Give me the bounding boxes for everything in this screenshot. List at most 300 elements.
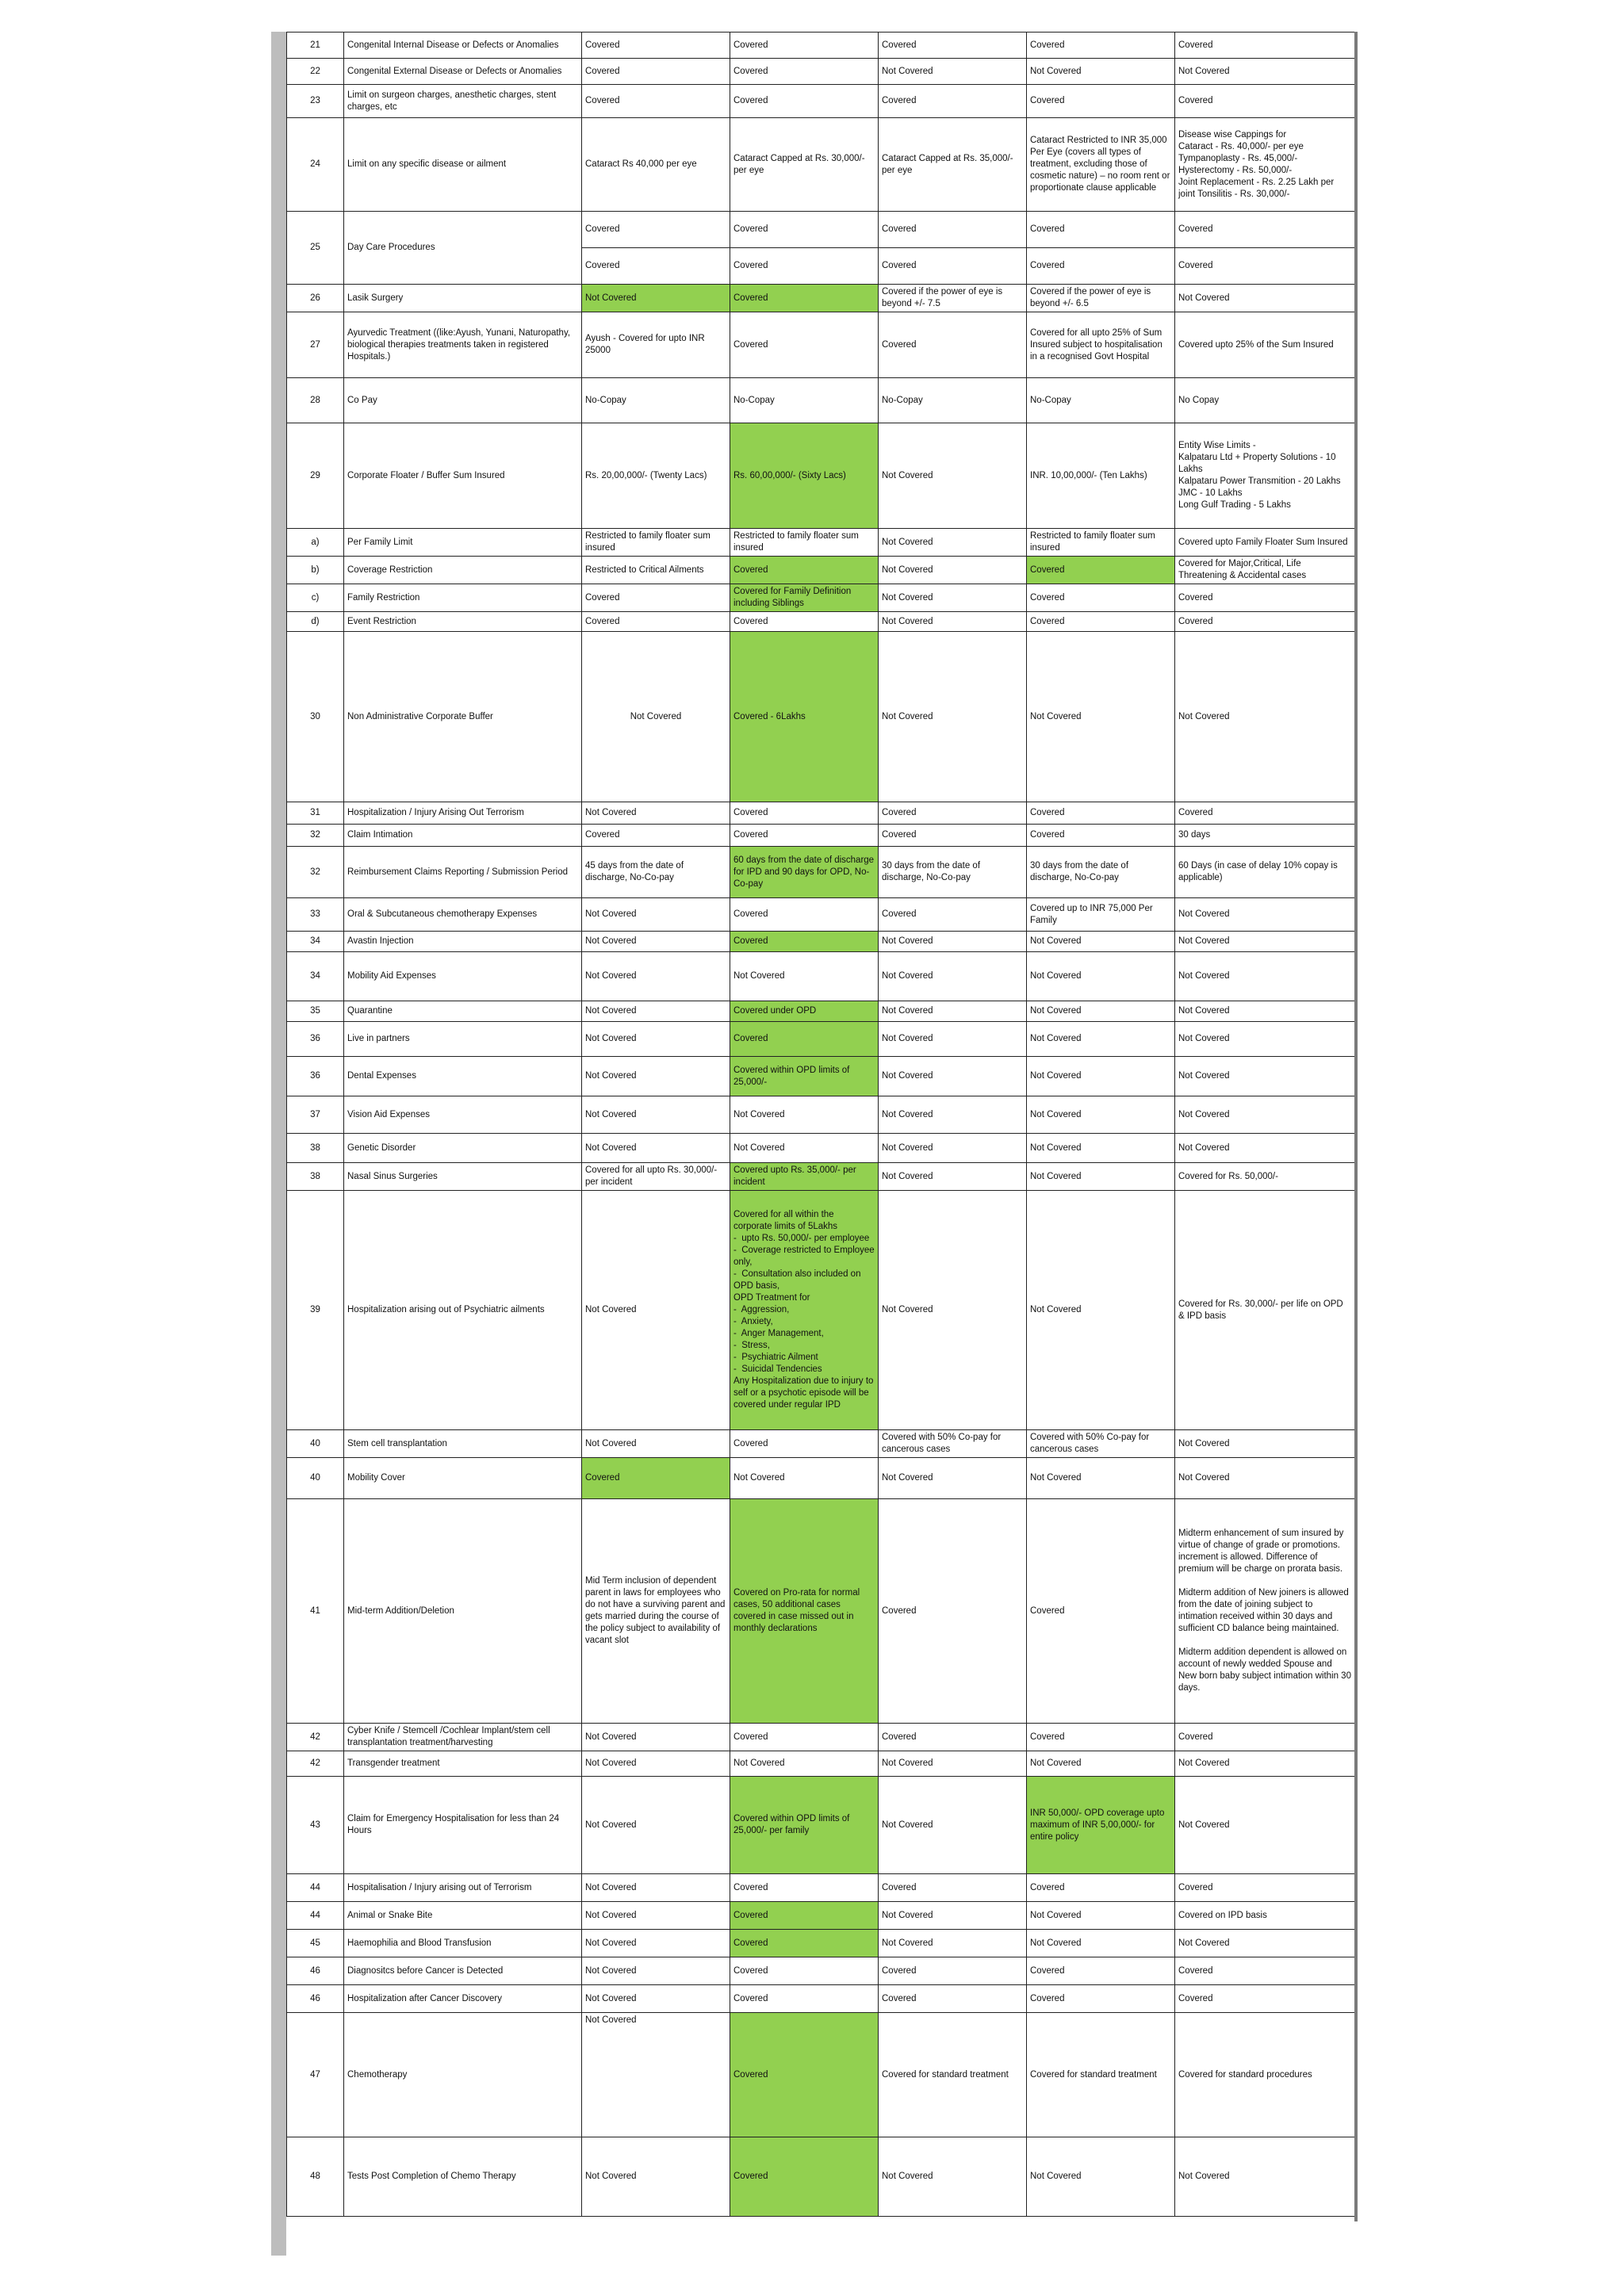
policy-e-cell: Disease wise Cappings for Cataract - Rs. 40,000/- per eye Tympanoplasty - Rs. 45,000/- Hysterectomy - Rs. 50,000/- Joint Replacement - Rs. 2.25 Lakh per joint Tonsilitis - Rs. 30,000/- bbox=[1175, 118, 1355, 212]
table-row bbox=[287, 1458, 1355, 1499]
policy-e-cell: Covered for standard procedures bbox=[1175, 2013, 1355, 2137]
policy-d-cell: Not Covered bbox=[1027, 932, 1175, 952]
policy-a-cell: Not Covered bbox=[582, 1057, 730, 1096]
policy-b-cell: Covered bbox=[730, 932, 879, 952]
policy-e-cell: Covered bbox=[1175, 612, 1355, 632]
policy-d-cell: Not Covered bbox=[1027, 59, 1175, 85]
table-row bbox=[287, 847, 1355, 898]
row-number-cell: 29 bbox=[287, 423, 344, 529]
table-row bbox=[287, 1902, 1355, 1930]
policy-a-cell: Covered bbox=[582, 825, 730, 847]
policy-a-cell: Cataract Rs 40,000 per eye bbox=[582, 118, 730, 212]
policy-c-cell: Not Covered bbox=[879, 1777, 1027, 1874]
policy-d-cell: No-Copay bbox=[1027, 378, 1175, 423]
row-number-cell: 31 bbox=[287, 802, 344, 825]
policy-b-cell: Covered on Pro-rata for normal cases, 50 additional cases covered in case missed out in monthly declarations bbox=[730, 1499, 879, 1724]
row-number-cell: c) bbox=[287, 584, 344, 612]
table-row bbox=[287, 1930, 1355, 1957]
policy-a-cell: Not Covered bbox=[582, 1930, 730, 1957]
policy-d-cell: INR 50,000/- OPD coverage upto maximum of INR 5,00,000/- for entire policy bbox=[1027, 1777, 1175, 1874]
policy-e-cell: Not Covered bbox=[1175, 632, 1355, 802]
policy-e-cell: Covered upto 25% of the Sum Insured bbox=[1175, 312, 1355, 378]
policy-a-cell: Not Covered bbox=[582, 1751, 730, 1777]
row-number-cell: 43 bbox=[287, 1777, 344, 1874]
policy-d-cell: Not Covered bbox=[1027, 632, 1175, 802]
policy-e-cell: Not Covered bbox=[1175, 59, 1355, 85]
policy-a-cell: Not Covered bbox=[582, 898, 730, 932]
policy-a-cell: Not Covered bbox=[582, 285, 730, 312]
policy-d-cell: Covered bbox=[1027, 584, 1175, 612]
policy-d-cell: Covered if the power of eye is beyond +/- 6.5 bbox=[1027, 285, 1175, 312]
policy-a-cell: Ayush - Covered for upto INR 25000 bbox=[582, 312, 730, 378]
policy-a-cell: Not Covered bbox=[582, 2013, 730, 2137]
policy-b-cell: Covered bbox=[730, 612, 879, 632]
policy-a-cell: Not Covered bbox=[582, 1134, 730, 1163]
benefit-name-cell: Limit on surgeon charges, anesthetic charges, stent charges, etc bbox=[344, 85, 582, 118]
policy-c-cell: Covered bbox=[879, 898, 1027, 932]
row-number-cell: 34 bbox=[287, 952, 344, 1001]
policy-c-cell: Covered bbox=[879, 825, 1027, 847]
policy-c-cell: Not Covered bbox=[879, 1163, 1027, 1191]
policy-b-cell: Not Covered bbox=[730, 1458, 879, 1499]
policy-d-cell: Covered bbox=[1027, 1985, 1175, 2013]
benefit-name-cell: Family Restriction bbox=[344, 584, 582, 612]
benefit-name-cell: Reimbursement Claims Reporting / Submission Period bbox=[344, 847, 582, 898]
left-gutter-bar bbox=[271, 32, 286, 2256]
policy-b-cell: Covered bbox=[730, 248, 879, 285]
row-number-cell: 42 bbox=[287, 1724, 344, 1751]
row-number-cell: 41 bbox=[287, 1499, 344, 1724]
policy-a-cell: Rs. 20,00,000/- (Twenty Lacs) bbox=[582, 423, 730, 529]
policy-e-cell: Covered bbox=[1175, 1874, 1355, 1902]
policy-c-cell: Not Covered bbox=[879, 2137, 1027, 2217]
policy-c-cell: Not Covered bbox=[879, 423, 1027, 529]
row-number-cell: 38 bbox=[287, 1163, 344, 1191]
policy-c-cell: Not Covered bbox=[879, 952, 1027, 1001]
policy-c-cell: Not Covered bbox=[879, 1022, 1027, 1057]
policy-d-cell: Cataract Restricted to INR 35,000 Per Eye (covers all types of treatment, excluding those of cosmetic nature) – no room rent or proportionate clause applicable bbox=[1027, 118, 1175, 212]
policy-e-cell: Not Covered bbox=[1175, 2137, 1355, 2217]
policy-d-cell: Covered bbox=[1027, 1724, 1175, 1751]
policy-c-cell: Covered bbox=[879, 248, 1027, 285]
benefit-name-cell: Cyber Knife / Stemcell /Cochlear Implant/stem cell transplantation treatment/harvesting bbox=[344, 1724, 582, 1751]
policy-d-cell: Restricted to family floater sum insured bbox=[1027, 529, 1175, 557]
table-row bbox=[287, 1022, 1355, 1057]
policy-a-cell: Not Covered bbox=[582, 1191, 730, 1430]
benefit-name-cell: Mobility Cover bbox=[344, 1458, 582, 1499]
table-row bbox=[287, 2013, 1355, 2137]
policy-b-cell: Covered for Family Definition including Siblings bbox=[730, 584, 879, 612]
policy-b-cell: Covered bbox=[730, 312, 879, 378]
policy-d-cell: Covered for all upto 25% of Sum Insured subject to hospitalisation in a recognised Govt Hospital bbox=[1027, 312, 1175, 378]
policy-c-cell: Covered bbox=[879, 312, 1027, 378]
policy-d-cell: Not Covered bbox=[1027, 952, 1175, 1001]
policy-c-cell: Not Covered bbox=[879, 1057, 1027, 1096]
benefit-name-cell: Congenital Internal Disease or Defects or Anomalies bbox=[344, 33, 582, 59]
benefit-name-cell: Oral & Subcutaneous chemotherapy Expenses bbox=[344, 898, 582, 932]
benefit-name-cell: Live in partners bbox=[344, 1022, 582, 1057]
policy-b-cell: Covered bbox=[730, 557, 879, 584]
policy-e-cell: Covered for Major,Critical, Life Threatening & Accidental cases bbox=[1175, 557, 1355, 584]
table-row bbox=[287, 557, 1355, 584]
table-row bbox=[287, 1874, 1355, 1902]
policy-a-cell: Not Covered bbox=[582, 632, 730, 802]
table-row bbox=[287, 33, 1355, 59]
policy-a-cell: Covered bbox=[582, 248, 730, 285]
policy-b-cell: Covered bbox=[730, 285, 879, 312]
policy-e-cell: Covered upto Family Floater Sum Insured bbox=[1175, 529, 1355, 557]
table-row bbox=[287, 1057, 1355, 1096]
policy-b-cell: Covered bbox=[730, 33, 879, 59]
table-row bbox=[287, 898, 1355, 932]
policy-b-cell: 60 days from the date of discharge for IPD and 90 days for OPD, No-Co-pay bbox=[730, 847, 879, 898]
policy-d-cell: Not Covered bbox=[1027, 1022, 1175, 1057]
benefit-name-cell: Hospitalization after Cancer Discovery bbox=[344, 1985, 582, 2013]
policy-c-cell: Covered bbox=[879, 33, 1027, 59]
benefit-name-cell: Genetic Disorder bbox=[344, 1134, 582, 1163]
benefit-name-cell: Corporate Floater / Buffer Sum Insured bbox=[344, 423, 582, 529]
policy-d-cell: Covered bbox=[1027, 557, 1175, 584]
policy-b-cell: Covered bbox=[730, 2137, 879, 2217]
table-row bbox=[287, 1724, 1355, 1751]
policy-e-cell: Covered bbox=[1175, 1724, 1355, 1751]
policy-e-cell: Covered bbox=[1175, 1985, 1355, 2013]
policy-a-cell: Not Covered bbox=[582, 1957, 730, 1985]
policy-e-cell: Not Covered bbox=[1175, 1001, 1355, 1022]
row-number-cell: 23 bbox=[287, 85, 344, 118]
benefit-name-cell: Coverage Restriction bbox=[344, 557, 582, 584]
policy-a-cell: Not Covered bbox=[582, 1777, 730, 1874]
policy-c-cell: Not Covered bbox=[879, 1902, 1027, 1930]
table-row bbox=[287, 584, 1355, 612]
policy-c-cell: Not Covered bbox=[879, 1134, 1027, 1163]
row-number-cell: 22 bbox=[287, 59, 344, 85]
policy-d-cell: Covered bbox=[1027, 1874, 1175, 1902]
policy-e-cell: Covered on IPD basis bbox=[1175, 1902, 1355, 1930]
policy-c-cell: Covered bbox=[879, 1724, 1027, 1751]
policy-a-cell: No-Copay bbox=[582, 378, 730, 423]
row-number-cell: 32 bbox=[287, 825, 344, 847]
policy-c-cell: Not Covered bbox=[879, 1096, 1027, 1134]
benefit-name-cell: Hospitalisation / Injury arising out of Terrorism bbox=[344, 1874, 582, 1902]
policy-c-cell: Not Covered bbox=[879, 584, 1027, 612]
policy-b-cell: Covered bbox=[730, 1902, 879, 1930]
policy-e-cell: Covered for Rs. 30,000/- per life on OPD & IPD basis bbox=[1175, 1191, 1355, 1430]
policy-c-cell: Not Covered bbox=[879, 1751, 1027, 1777]
benefit-name-cell: Transgender treatment bbox=[344, 1751, 582, 1777]
policy-b-cell: Not Covered bbox=[730, 1751, 879, 1777]
policy-b-cell: Covered bbox=[730, 85, 879, 118]
benefit-name-cell: Mid-term Addition/Deletion bbox=[344, 1499, 582, 1724]
table-row bbox=[287, 212, 1355, 248]
table-row bbox=[287, 1134, 1355, 1163]
table-row bbox=[287, 378, 1355, 423]
policy-c-cell: Covered bbox=[879, 1874, 1027, 1902]
table-row bbox=[287, 285, 1355, 312]
policy-b-cell: Covered bbox=[730, 825, 879, 847]
policy-d-cell: Covered bbox=[1027, 85, 1175, 118]
policy-e-cell: Not Covered bbox=[1175, 952, 1355, 1001]
policy-c-cell: Not Covered bbox=[879, 932, 1027, 952]
row-number-cell: 33 bbox=[287, 898, 344, 932]
policy-c-cell: Not Covered bbox=[879, 529, 1027, 557]
policy-b-cell: Covered bbox=[730, 1957, 879, 1985]
policy-b-cell: Covered bbox=[730, 1724, 879, 1751]
policy-a-cell: Covered bbox=[582, 1458, 730, 1499]
policy-c-cell: 30 days from the date of discharge, No-Co-pay bbox=[879, 847, 1027, 898]
policy-a-cell: 45 days from the date of discharge, No-Co-pay bbox=[582, 847, 730, 898]
policy-e-cell: Covered for Rs. 50,000/- bbox=[1175, 1163, 1355, 1191]
policy-e-cell: Covered bbox=[1175, 802, 1355, 825]
policy-a-cell: Covered for all upto Rs. 30,000/- per incident bbox=[582, 1163, 730, 1191]
policy-b-cell: No-Copay bbox=[730, 378, 879, 423]
policy-d-cell: Covered bbox=[1027, 1499, 1175, 1724]
policy-a-cell: Mid Term inclusion of dependent parent in laws for employees who do not have a surviving parent and gets married during the course of the policy subject to availability of vacant slot bbox=[582, 1499, 730, 1724]
row-number-cell: 39 bbox=[287, 1191, 344, 1430]
policy-d-cell: Covered bbox=[1027, 825, 1175, 847]
table-row bbox=[287, 1499, 1355, 1724]
policy-b-cell: Covered bbox=[730, 802, 879, 825]
policy-b-cell: Covered for all within the corporate limits of 5Lakhs - upto Rs. 50,000/- per employee - Coverage restricted to Employee only, - Consultation also included on OPD basis, OPD Treatment for - Aggression, - Anxiety, - Anger Management, - Stress, - Psychiatric Ailment - Suicidal Tendencies Any Hospitalization due to injury to self or a psychotic episode will be covered under regular IPD bbox=[730, 1191, 879, 1430]
benefit-name-cell: Congenital External Disease or Defects or Anomalies bbox=[344, 59, 582, 85]
benefit-name-cell: Chemotherapy bbox=[344, 2013, 582, 2137]
policy-a-cell: Not Covered bbox=[582, 1430, 730, 1458]
policy-d-cell: Not Covered bbox=[1027, 1458, 1175, 1499]
benefit-name-cell: Claim Intimation bbox=[344, 825, 582, 847]
row-number-cell: 35 bbox=[287, 1001, 344, 1022]
policy-d-cell: Covered with 50% Co-pay for cancerous cases bbox=[1027, 1430, 1175, 1458]
policy-b-cell: Covered bbox=[730, 1022, 879, 1057]
benefit-name-cell: Hospitalization / Injury Arising Out Terrorism bbox=[344, 802, 582, 825]
row-number-cell: 25 bbox=[287, 212, 344, 285]
policy-e-cell: Not Covered bbox=[1175, 932, 1355, 952]
policy-d-cell: Covered for standard treatment bbox=[1027, 2013, 1175, 2137]
table-row bbox=[287, 423, 1355, 529]
policy-b-cell: Covered - 6Lakhs bbox=[730, 632, 879, 802]
policy-e-cell: Covered bbox=[1175, 248, 1355, 285]
policy-a-cell: Not Covered bbox=[582, 1022, 730, 1057]
benefit-name-cell: Animal or Snake Bite bbox=[344, 1902, 582, 1930]
policy-a-cell: Not Covered bbox=[582, 1874, 730, 1902]
policy-c-cell: Not Covered bbox=[879, 557, 1027, 584]
policy-d-cell: INR. 10,00,000/- (Ten Lakhs) bbox=[1027, 423, 1175, 529]
policy-e-cell: Covered bbox=[1175, 1957, 1355, 1985]
policy-c-cell: Not Covered bbox=[879, 1191, 1027, 1430]
policy-e-cell: Not Covered bbox=[1175, 1057, 1355, 1096]
policy-c-cell: Covered with 50% Co-pay for cancerous cases bbox=[879, 1430, 1027, 1458]
row-number-cell: 38 bbox=[287, 1134, 344, 1163]
policy-d-cell: Covered bbox=[1027, 33, 1175, 59]
policy-d-cell: Not Covered bbox=[1027, 2137, 1175, 2217]
policy-e-cell: Covered bbox=[1175, 212, 1355, 248]
policy-c-cell: Covered bbox=[879, 802, 1027, 825]
policy-e-cell: Not Covered bbox=[1175, 1430, 1355, 1458]
policy-c-cell: Not Covered bbox=[879, 632, 1027, 802]
policy-c-cell: Covered for standard treatment bbox=[879, 2013, 1027, 2137]
policy-d-cell: Covered bbox=[1027, 802, 1175, 825]
row-number-cell: 48 bbox=[287, 2137, 344, 2217]
policy-a-cell: Not Covered bbox=[582, 952, 730, 1001]
row-number-cell: 37 bbox=[287, 1096, 344, 1134]
policy-d-cell: Not Covered bbox=[1027, 1191, 1175, 1430]
policy-d-cell: Not Covered bbox=[1027, 1001, 1175, 1022]
benefit-name-cell: Hospitalization arising out of Psychiatric ailments bbox=[344, 1191, 582, 1430]
policy-d-cell: Not Covered bbox=[1027, 1930, 1175, 1957]
policy-c-cell: Not Covered bbox=[879, 1458, 1027, 1499]
table-row bbox=[287, 85, 1355, 118]
policy-a-cell: Restricted to Critical Ailments bbox=[582, 557, 730, 584]
table-row bbox=[287, 529, 1355, 557]
policy-a-cell: Not Covered bbox=[582, 1096, 730, 1134]
table-row bbox=[287, 1096, 1355, 1134]
coverage-comparison-table bbox=[286, 32, 1355, 2217]
policy-c-cell: Covered bbox=[879, 1499, 1027, 1724]
benefit-name-cell: Avastin Injection bbox=[344, 932, 582, 952]
row-number-cell: 21 bbox=[287, 33, 344, 59]
policy-c-cell: Not Covered bbox=[879, 612, 1027, 632]
policy-e-cell: Midterm enhancement of sum insured by virtue of change of grade or promotions. increment is allowed. Difference of premium will be charge on prorata basis. Midterm addition of New joiners is allowed from the date of joining subject to intimation received within 30 days and sufficient CD balance being maintained. Midterm addition dependent is allowed on account of newly wedded Spouse and New born baby subject intimation within 30 days. bbox=[1175, 1499, 1355, 1724]
policy-e-cell: Covered bbox=[1175, 584, 1355, 612]
policy-a-cell: Covered bbox=[582, 33, 730, 59]
policy-e-cell: Not Covered bbox=[1175, 1096, 1355, 1134]
policy-e-cell: 60 Days (in case of delay 10% copay is applicable) bbox=[1175, 847, 1355, 898]
row-number-cell: 47 bbox=[287, 2013, 344, 2137]
policy-e-cell: Not Covered bbox=[1175, 898, 1355, 932]
policy-a-cell: Restricted to family floater sum insured bbox=[582, 529, 730, 557]
policy-d-cell: Covered bbox=[1027, 1957, 1175, 1985]
policy-d-cell: Not Covered bbox=[1027, 1902, 1175, 1930]
policy-b-cell: Cataract Capped at Rs. 30,000/- per eye bbox=[730, 118, 879, 212]
policy-a-cell: Not Covered bbox=[582, 1001, 730, 1022]
row-number-cell: 40 bbox=[287, 1430, 344, 1458]
row-number-cell: b) bbox=[287, 557, 344, 584]
benefit-name-cell: Per Family Limit bbox=[344, 529, 582, 557]
policy-d-cell: Not Covered bbox=[1027, 1134, 1175, 1163]
benefit-name-cell: Quarantine bbox=[344, 1001, 582, 1022]
row-number-cell: d) bbox=[287, 612, 344, 632]
policy-e-cell: Not Covered bbox=[1175, 1777, 1355, 1874]
benefit-name-cell: Mobility Aid Expenses bbox=[344, 952, 582, 1001]
policy-c-cell: Covered if the power of eye is beyond +/- 7.5 bbox=[879, 285, 1027, 312]
benefit-name-cell: Co Pay bbox=[344, 378, 582, 423]
table-row bbox=[287, 1191, 1355, 1430]
row-number-cell: 28 bbox=[287, 378, 344, 423]
policy-a-cell: Covered bbox=[582, 85, 730, 118]
benefit-name-cell: Claim for Emergency Hospitalisation for less than 24 Hours bbox=[344, 1777, 582, 1874]
table-row bbox=[287, 825, 1355, 847]
table-body bbox=[287, 33, 1355, 2217]
table-row bbox=[287, 952, 1355, 1001]
policy-e-cell: Not Covered bbox=[1175, 1134, 1355, 1163]
table-row bbox=[287, 1777, 1355, 1874]
table-row bbox=[287, 312, 1355, 378]
benefit-name-cell: Non Administrative Corporate Buffer bbox=[344, 632, 582, 802]
policy-b-cell: Rs. 60,00,000/- (Sixty Lacs) bbox=[730, 423, 879, 529]
policy-c-cell: No-Copay bbox=[879, 378, 1027, 423]
benefit-name-cell: Dental Expenses bbox=[344, 1057, 582, 1096]
policy-a-cell: Covered bbox=[582, 584, 730, 612]
row-number-cell: 45 bbox=[287, 1930, 344, 1957]
benefit-name-cell: Vision Aid Expenses bbox=[344, 1096, 582, 1134]
table-row bbox=[287, 59, 1355, 85]
policy-d-cell: Covered bbox=[1027, 612, 1175, 632]
policy-a-cell: Not Covered bbox=[582, 2137, 730, 2217]
policy-b-cell: Covered bbox=[730, 1985, 879, 2013]
policy-b-cell: Covered under OPD bbox=[730, 1001, 879, 1022]
policy-c-cell: Covered bbox=[879, 85, 1027, 118]
policy-a-cell: Not Covered bbox=[582, 1902, 730, 1930]
benefit-name-cell: Diagnositcs before Cancer is Detected bbox=[344, 1957, 582, 1985]
table-row bbox=[287, 1163, 1355, 1191]
row-number-cell: 27 bbox=[287, 312, 344, 378]
table-row bbox=[287, 118, 1355, 212]
policy-e-cell: Covered bbox=[1175, 33, 1355, 59]
row-number-cell: 46 bbox=[287, 1985, 344, 2013]
policy-b-cell: Covered bbox=[730, 1930, 879, 1957]
policy-b-cell: Not Covered bbox=[730, 1134, 879, 1163]
row-number-cell: 46 bbox=[287, 1957, 344, 1985]
policy-a-cell: Not Covered bbox=[582, 802, 730, 825]
policy-b-cell: Covered within OPD limits of 25,000/- per family bbox=[730, 1777, 879, 1874]
policy-d-cell: Not Covered bbox=[1027, 1163, 1175, 1191]
policy-c-cell: Cataract Capped at Rs. 35,000/- per eye bbox=[879, 118, 1027, 212]
table-row bbox=[287, 802, 1355, 825]
table-row bbox=[287, 612, 1355, 632]
policy-d-cell: Covered bbox=[1027, 212, 1175, 248]
row-number-cell: 26 bbox=[287, 285, 344, 312]
benefit-name-cell: Limit on any specific disease or ailment bbox=[344, 118, 582, 212]
policy-b-cell: Covered bbox=[730, 212, 879, 248]
policy-c-cell: Not Covered bbox=[879, 59, 1027, 85]
policy-b-cell: Covered within OPD limits of 25,000/- bbox=[730, 1057, 879, 1096]
policy-e-cell: 30 days bbox=[1175, 825, 1355, 847]
benefit-name-cell: Tests Post Completion of Chemo Therapy bbox=[344, 2137, 582, 2217]
table-row bbox=[287, 1985, 1355, 2013]
policy-d-cell: Covered up to INR 75,000 Per Family bbox=[1027, 898, 1175, 932]
policy-b-cell: Restricted to family floater sum insured bbox=[730, 529, 879, 557]
policy-e-cell: No Copay bbox=[1175, 378, 1355, 423]
row-number-cell: 34 bbox=[287, 932, 344, 952]
policy-d-cell: Not Covered bbox=[1027, 1057, 1175, 1096]
policy-a-cell: Not Covered bbox=[582, 1724, 730, 1751]
policy-c-cell: Not Covered bbox=[879, 1930, 1027, 1957]
policy-c-cell: Covered bbox=[879, 1957, 1027, 1985]
policy-b-cell: Covered upto Rs. 35,000/- per incident bbox=[730, 1163, 879, 1191]
policy-e-cell: Not Covered bbox=[1175, 1751, 1355, 1777]
policy-d-cell: Not Covered bbox=[1027, 1751, 1175, 1777]
row-number-cell: 30 bbox=[287, 632, 344, 802]
table-row bbox=[287, 1430, 1355, 1458]
policy-b-cell: Covered bbox=[730, 1430, 879, 1458]
policy-d-cell: Covered bbox=[1027, 248, 1175, 285]
policy-b-cell: Not Covered bbox=[730, 1096, 879, 1134]
benefit-name-cell: Stem cell transplantation bbox=[344, 1430, 582, 1458]
policy-c-cell: Not Covered bbox=[879, 1001, 1027, 1022]
policy-a-cell: Not Covered bbox=[582, 1985, 730, 2013]
row-number-cell: 44 bbox=[287, 1902, 344, 1930]
table-row bbox=[287, 1001, 1355, 1022]
table-row bbox=[287, 932, 1355, 952]
row-number-cell: 36 bbox=[287, 1057, 344, 1096]
policy-b-cell: Covered bbox=[730, 2013, 879, 2137]
benefit-name-cell: Event Restriction bbox=[344, 612, 582, 632]
row-number-cell: 36 bbox=[287, 1022, 344, 1057]
policy-c-cell: Covered bbox=[879, 1985, 1027, 2013]
policy-b-cell: Covered bbox=[730, 898, 879, 932]
table-row bbox=[287, 632, 1355, 802]
benefit-name-cell: Ayurvedic Treatment ((like:Ayush, Yunani, Naturopathy, biological therapies treatments taken in registered Hospitals.) bbox=[344, 312, 582, 378]
policy-a-cell: Not Covered bbox=[582, 932, 730, 952]
